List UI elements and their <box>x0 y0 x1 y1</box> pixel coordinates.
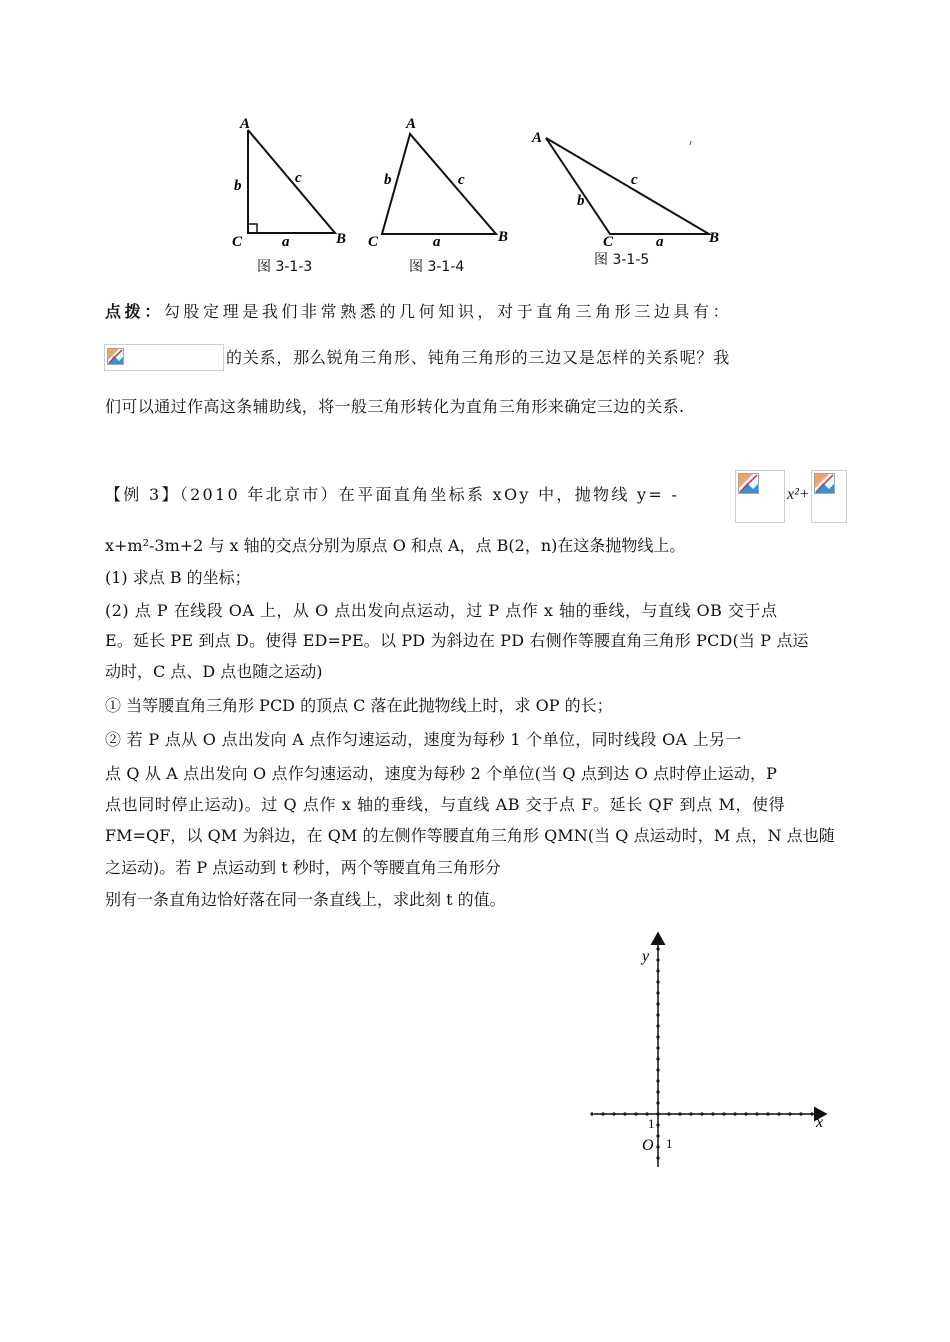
fig3-label-A: A <box>532 130 543 146</box>
sub-question-2-e: 之运动)。若 P 点运动到 t 秒时，两个等腰直角三角形分 <box>105 858 501 877</box>
fig2-label-B: B <box>498 229 509 245</box>
fig1-label-C: C <box>232 234 243 250</box>
sub-question-1: ① 当等腰直角三角形 PCD 的顶点 C 落在此抛物线上时，求 OP 的长； <box>105 696 613 715</box>
fig1-label-A: A <box>240 116 251 132</box>
fig3-label-C: C <box>603 234 614 250</box>
y-tick-dot <box>656 1002 659 1005</box>
question-2-line-a: (2) 点 P 在线段 OA 上，从 O 点出发向点运动，过 P 点作 x 轴的垂线，与直线 OB 交于点 <box>105 601 778 620</box>
x-tick-dot <box>700 1112 703 1115</box>
example-line-2: x+m²-3m+2 与 x 轴的交点分别为原点 O 和点 A，点 B(2，n)在这条抛物线上。 <box>105 536 686 555</box>
broken-image-icon <box>107 348 125 366</box>
hint-text-1: 勾股定理是我们非常熟悉的几何知识，对于直角三角形三边具有： <box>163 302 733 321</box>
y-tick-dot <box>656 1079 659 1082</box>
fig3-label-B: B <box>709 230 720 246</box>
y-axis-label: y <box>642 948 650 965</box>
x-axis-label: x <box>816 1114 824 1131</box>
fig3-label-b: b <box>577 193 585 209</box>
y-tick-dot <box>656 1101 659 1104</box>
x-tick-dot <box>744 1112 747 1115</box>
fraction-image-1 <box>735 470 785 523</box>
y-tick-dot <box>656 1134 659 1137</box>
hint-line-2: 的关系，那么锐角三角形、钝角三角形的三边又是怎样的关系呢？我 <box>226 348 731 367</box>
x-tick-dot <box>634 1112 637 1115</box>
x-tick-dot <box>689 1112 692 1115</box>
x-tick-dot <box>667 1112 670 1115</box>
broken-image-icon <box>814 473 836 495</box>
x-tick-dot <box>788 1112 791 1115</box>
y-tick-dot <box>656 947 659 950</box>
x-tick-dot <box>755 1112 758 1115</box>
x-tick-dot <box>623 1112 626 1115</box>
question-1: (1) 求点 B 的坐标； <box>105 568 251 587</box>
y-tick-dot <box>656 969 659 972</box>
y-tick-dot <box>656 958 659 961</box>
x-tick-dot <box>601 1112 604 1115</box>
y-tick-dot <box>656 1046 659 1049</box>
fig2-caption: 图 3-1-4 <box>409 259 465 275</box>
y-tick-dot <box>656 1013 659 1016</box>
fig1-label-b: b <box>234 178 242 194</box>
x-axis-ticks <box>590 1112 813 1115</box>
triangles-svg <box>220 110 740 280</box>
hint-label: 点拨： <box>105 302 164 321</box>
x-tick-dot <box>711 1112 714 1115</box>
fig2-label-c: c <box>458 172 465 188</box>
y-tick-dot <box>656 1112 659 1115</box>
origin-label: O <box>642 1137 654 1154</box>
x-tick-dot <box>678 1112 681 1115</box>
fig2-label-A: A <box>406 116 417 132</box>
hint-line-1 <box>105 301 732 323</box>
question-2-line-b: E。延长 PE 到点 D。使得 ED=PE。以 PD 为斜边在 PD 右侧作等腰直角三角形 PCD(当 P 点运 <box>105 631 809 650</box>
fig2-label-a: a <box>433 234 441 250</box>
fig1-label-a: a <box>282 234 290 250</box>
fig1-label-c: c <box>295 170 302 186</box>
fig1-caption: 图 3-1-3 <box>257 259 313 275</box>
unit-label-y: 1 <box>648 1116 655 1131</box>
sub-question-2-f: 别有一条直角边恰好落在同一条直线上，求此刻 t 的值。 <box>105 890 506 909</box>
x-tick-dot <box>799 1112 802 1115</box>
fig3-label-a: a <box>656 234 664 250</box>
question-2-line-c: 动时，C 点、D 点也随之运动) <box>105 662 323 681</box>
coordinate-axes <box>590 925 840 1175</box>
triangle-right <box>248 130 335 233</box>
y-tick-dot <box>656 1145 659 1148</box>
sub-question-2-d: FM=QF，以 QM 为斜边，在 QM 的左侧作等腰直角三角形 QMN(当 Q 点运动时，M 点，N 点也随 <box>105 826 835 845</box>
fig2-label-b: b <box>384 172 392 188</box>
y-tick-dot <box>656 1024 659 1027</box>
fig3-label-c: c <box>631 172 638 188</box>
formula-image-placeholder <box>104 344 224 371</box>
sub-question-2-b: 点 Q 从 A 点出发向 O 点作匀速运动，速度为每秒 2 个单位(当 Q 点到达 O 点时停止运动，P <box>105 764 778 783</box>
unit-label-x: 1 <box>666 1136 673 1151</box>
y-tick-dot <box>656 1123 659 1126</box>
x-tick-dot <box>612 1112 615 1115</box>
sub-question-2-a: ② 若 P 点从 O 点出发向 A 点作匀速运动，速度为每秒 1 个单位，同时线段 OA 上另一 <box>105 730 742 749</box>
x-tick-dot <box>777 1112 780 1115</box>
triangle-acute <box>382 134 496 234</box>
hint-line-3: 们可以通过作高这条辅助线，将一般三角形转化为直角三角形来确定三边的关系. <box>105 397 685 416</box>
right-angle-mark <box>248 224 257 233</box>
x-tick-dot <box>733 1112 736 1115</box>
x-tick-dot <box>810 1112 813 1115</box>
fig3-caption: 图 3-1-5 <box>594 252 650 268</box>
triangle-obtuse <box>546 138 709 234</box>
x-squared-term: x²+ <box>787 486 810 503</box>
broken-image-icon <box>738 473 760 495</box>
y-tick-dot <box>656 1090 659 1093</box>
y-tick-dot <box>656 1057 659 1060</box>
example-heading: 【例 3】（2010 年北京市）在平面直角坐标系 xOy 中，抛物线 y= - <box>105 485 680 504</box>
x-tick-dot <box>590 1112 593 1115</box>
sub-question-2-c: 点也同时停止运动)。过 Q 点作 x 轴的垂线，与直线 AB 交于点 F。延长 QF 到点 M，使得 <box>105 795 786 814</box>
fig2-label-C: C <box>368 234 379 250</box>
y-tick-dot <box>656 991 659 994</box>
fig1-label-B: B <box>336 231 347 247</box>
y-tick-dot <box>656 1068 659 1071</box>
y-tick-dot <box>656 1156 659 1159</box>
x-tick-dot <box>766 1112 769 1115</box>
y-tick-dot <box>656 1035 659 1038</box>
fraction-image-2 <box>811 470 847 523</box>
y-tick-dot <box>656 980 659 983</box>
x-tick-dot <box>722 1112 725 1115</box>
scan-speck <box>690 141 691 145</box>
